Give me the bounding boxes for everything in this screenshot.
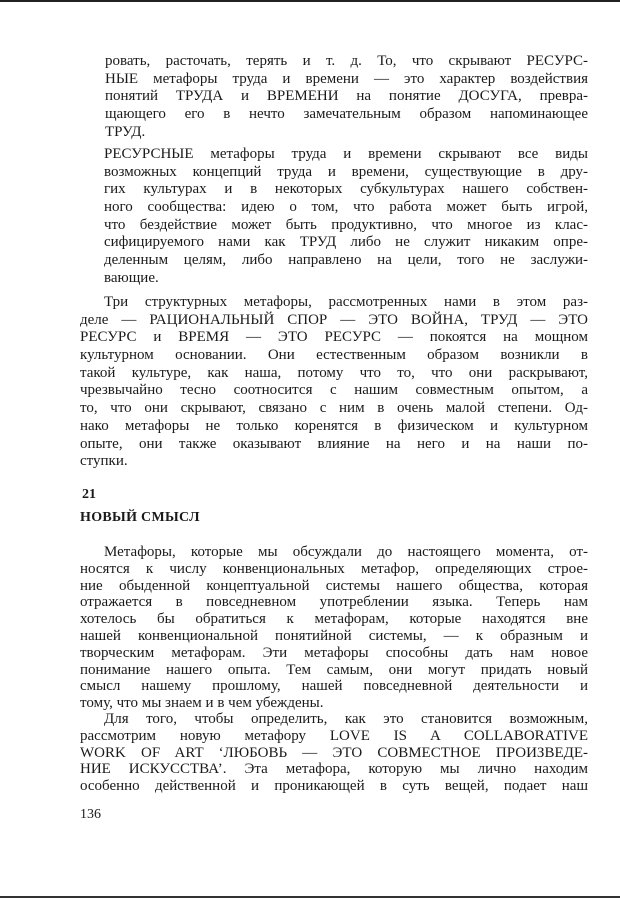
- text-line: деле — РАЦИОНАЛЬНЫЙ СПОР — ЭТО ВОЙНА, ТРУД — ЭТО: [80, 311, 588, 328]
- text-line: творческим метафорам. Эти метафоры способны дать нам новое: [80, 644, 588, 661]
- scan-top-edge: [0, 0, 620, 2]
- text-line: РЕСУРС и ВРЕМЯ — ЭТО РЕСУРС — покоятся на мощном: [80, 329, 588, 346]
- section-heading: НОВЫЙ СМЫСЛ: [80, 510, 200, 525]
- text-line: нашей конвенциональной понятийной системы, — к образным и: [80, 627, 588, 644]
- text-line: тому, что мы знаем и в чем убеждены.: [80, 695, 324, 712]
- text-line: рассмотрим новую метафору LOVE IS A COLLABORATIVE: [80, 727, 588, 744]
- text-line: ТРУД.: [105, 123, 146, 140]
- text-line: ровать, расточать, терять и т. д. То, что скрывают РЕСУРС-: [105, 53, 588, 69]
- text-line: деленным целям, либо направлено на цели, того не заслужи-: [104, 252, 588, 269]
- text-line: РЕСУРСНЫЕ метафоры труда и времени скрывают все виды: [104, 146, 588, 162]
- text-line: Метафоры, которые мы обсуждали до настоящего момента, от-: [104, 544, 588, 560]
- scan-bottom-edge: [0, 896, 620, 898]
- text-line: особенно действенной и проникающей в суть вещей, подает наш: [80, 778, 588, 795]
- page-number: 136: [80, 807, 101, 822]
- text-line: смысл нашему прошлому, нашей повседневной деятельности и: [80, 678, 588, 695]
- text-line: Для того, чтобы определить, как это становится возможным,: [104, 711, 588, 727]
- text-line: возможных концепций труда и времени, существующие в дру-: [104, 163, 588, 180]
- text-line: НИЕ ИСКУССТВА’. Эта метафора, которую мы лично находим: [80, 761, 588, 778]
- text-line: понятий ТРУДА и ВРЕМЕНИ на понятие ДОСУГА, превра-: [105, 88, 588, 105]
- text-line: отражается в повседневном употреблении языка. Теперь нам: [80, 594, 588, 611]
- text-line: хотелось бы обратиться к метафорам, которые находятся вне: [80, 611, 588, 628]
- text-line: вающие.: [104, 269, 159, 286]
- text-line: то, что они скрывают, связано с ним в очень малой степени. Од-: [80, 400, 588, 417]
- paragraph: [80, 711, 588, 795]
- text-line: ного сообщества: идею о том, что работа может быть игрой,: [104, 199, 588, 216]
- text-line: ние обыденной концептуальной системы нашего общества, которая: [80, 577, 588, 594]
- text-line: нако метафоры не только коренятся в физическом и культурном: [80, 417, 588, 434]
- text-line: щающего его в нечто замечательным образом напоминающее: [105, 106, 588, 123]
- text-line: WORK OF ART ‘ЛЮБОВЬ — ЭТО СОВМЕСТНОЕ ПРОИЗВЕДЕ-: [80, 744, 588, 761]
- text-line: носятся к числу конвенциональных метафор, определяющих строе-: [80, 560, 588, 577]
- text-line: культурном основании. Они естественным образом возникли в: [80, 347, 588, 364]
- text-line: что бездействие может быть продуктивно, что многое из клас-: [104, 216, 588, 233]
- text-line: опыте, они также оказывают влияние на него и на наши по-: [80, 435, 588, 452]
- text-line: понимание нашего опыта. Тем самым, они могут придать новый: [80, 661, 588, 678]
- text-line: ступки.: [80, 453, 128, 470]
- text-line: сифицируемого нами как ТРУД либо не служит никаким опре-: [104, 234, 588, 251]
- text-line: такой культуре, как наша, потому что то, что они раскрывают,: [80, 364, 588, 381]
- paragraph: [105, 53, 588, 141]
- section-number: 21: [82, 487, 96, 502]
- paragraph: [80, 544, 588, 712]
- paragraph: [80, 294, 588, 471]
- text-line: гих культурах и в некоторых субкультурах нашего собствен-: [104, 181, 588, 198]
- text-line: чрезвычайно тесно соотносится с нашим совместным опытом, а: [80, 382, 588, 399]
- paragraph: [104, 146, 588, 288]
- text-line: НЫЕ метафоры труда и времени — это характер воздействия: [105, 70, 588, 87]
- text-line: Три структурных метафоры, рассмотренных нами в этом раз-: [104, 294, 588, 310]
